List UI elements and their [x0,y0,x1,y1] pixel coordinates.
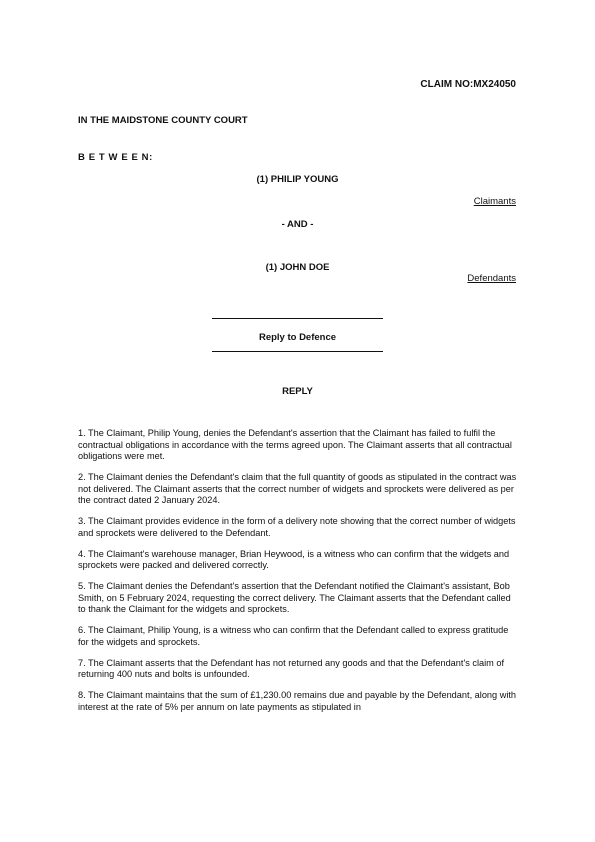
court-name: IN THE MAIDSTONE COUNTY COURT [78,115,248,126]
paragraph: 8. The Claimant maintains that the sum of £1,230.00 remains due and payable by the Defendant, along with interest at the rate of 5% per annum on late payments as stipulated in [78,690,517,712]
paragraph: 7. The Claimant asserts that the Defendant has not returned any goods and that the Defendant's claim of returning 400 nuts and bolts is unfounded. [78,657,505,679]
and-separator: - AND - [281,219,314,230]
paragraph: 2. The Claimant denies the Defendant's claim that the full quantity of goods as stipulated in the contract was not delivered. The Claimant asserts that the correct number of widgets and sprockets were delivered as per the contract dated 2 January 2024. [78,472,517,505]
reply-paragraphs [78,428,518,723]
paragraph: 1. The Claimant, Philip Young, denies the Defendant's assertion that the Claimant has failed to fulfil the contractual obligations in accordance with the terms agreed upon. The Claimant asserts that all contractual obligations were met. [78,428,512,461]
title-rule-top [212,318,383,319]
paragraph: 6. The Claimant, Philip Young, is a witness who can confirm that the Defendant called to express gratitude for the widgets and sprockets. [78,625,509,647]
title-rule-bottom [212,351,383,352]
claimant-name: (1) PHILIP YOUNG [256,174,339,185]
paragraph: 5. The Claimant denies the Defendant's assertion that the Defendant notified the Claimant's assistant, Bob Smith, on 5 February 2024, requesting the correct delivery. The Claimant asserts that the Defendant called to thank the Claimant for the widgets and sprockets. [78,581,511,614]
paragraph: 3. The Claimant provides evidence in the form of a delivery note showing that the correct number of widgets and sprockets were delivered to the Defendant. [78,516,516,538]
paragraph: 4. The Claimant's warehouse manager, Brian Heywood, is a witness who can confirm that the widgets and sprockets were packed and delivered correctly. [78,548,510,570]
reply-heading: REPLY [282,386,313,397]
defendant-name: (1) JOHN DOE [265,262,330,273]
between-label: B E T W E E N: [78,152,153,163]
claimant-role: Claimants [473,196,516,207]
claim-number: CLAIM NO:MX24050 [420,79,516,90]
document-title: Reply to Defence [258,332,337,343]
defendant-role: Defendants [467,273,516,284]
